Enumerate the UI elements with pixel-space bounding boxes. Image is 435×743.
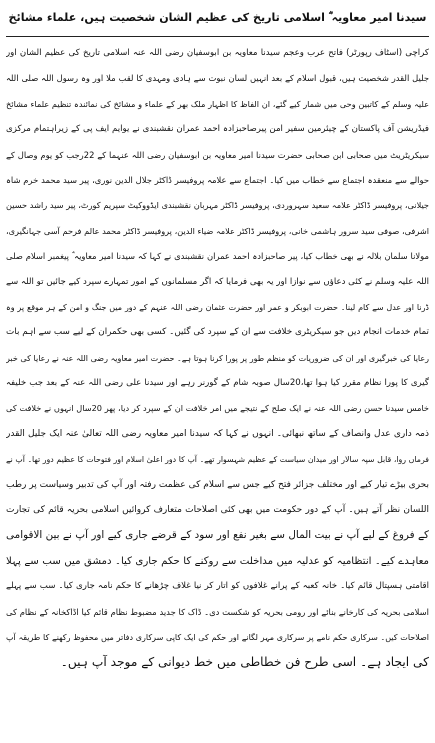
body-line: اشرفی، صوفی سید سرور ہاشمی خانی، پروفیسر ڈاکٹر علامہ ضیاء الدین، پروفیسر ڈاکٹر محمد عالم فرحم آسی جہانگیری، bbox=[6, 225, 429, 236]
body-line: گیری کا پورا نظام مقرر کیا ہوا تھا،20سال صوبہ شام کے گورنر رہے اور سیدنا علی رضی اللہ عنہ کے بعد جب خلیفہ bbox=[6, 378, 429, 389]
body-line: خامس سیدنا حسن رضی اللہ عنہ نے ایک صلح کے نتیجے میں امر خلافت ان کے سپرد کر دیا، پھر 20سال انہوں نے خلافت کی bbox=[6, 403, 429, 414]
body-line: اللسان نظر آتے ہیں۔ آپ کے دور حکومت میں بھی کئی اصلاحات متعارف کروائیں اسلامی بحریہ قائم کی تجارت bbox=[6, 505, 429, 516]
body-line: اسلامی بحریہ کی کارخانے بنائے اور رومی بحریہ کو شکست دی۔ ڈاک کا جدید مضبوط نظام قائم کیا اڈاکخانہ کے نظام کی bbox=[6, 606, 429, 617]
body-line: جیلانی، پروفیسر ڈاکٹر علامہ سعید سہروردی، پروفیسر ڈاکٹر مہربان نقشبندی ایڈووکیٹ سپریم کورٹ، پیر سید راشد حسین bbox=[6, 200, 429, 211]
article-body bbox=[6, 41, 429, 676]
body-line: حوالے سے منعقدہ اجتماع سے خطاب میں کیا۔ اجتماع سے علامہ پروفیسر ڈاکٹر جلال الدین نوری، پیر سید محمد خرم شاہ bbox=[6, 174, 429, 185]
body-line: کے فروغ کے لیے آپ نے بیت المال سے بغیر نفع اور سود کے قرضے جاری کیے اور آپ نے بین الاقوامی bbox=[6, 529, 429, 542]
body-line: کی ایجاد ہے۔ اسی طرح فن خطاطی میں خط دیوانی کے موجد آپ ہیں۔ bbox=[60, 655, 429, 670]
body-line: فیڈریشن آف پاکستان کے چیئرمین سفیر امن پیرصاحبزادہ احمد عمران نقشبندی نے یوایم ایف پی کے زیراہتمام مرکزی bbox=[6, 124, 429, 135]
body-line: جلیل القدر شخصیت ہیں، قبول اسلام کے بعد انہیں لسان نبوت سے ہادی ومہدی کا لقب ملا اور وہ رسول اللہ صلی اللہ bbox=[6, 73, 429, 84]
body-line: ذمہ داری عدل وانصاف کے ساتھ نبھائی۔ انہوں نے کہا کہ سیدنا امیر معاویہ رضی اللہ تعالیٰ عنہ ایک جلیل القدر bbox=[6, 428, 429, 439]
body-line: تمام خدمات انجام دیں جو سیکریٹری خلافت سے ان کے سپرد کی گئیں۔ کسی بھی حکمران کے لیے سب سے اہم بات bbox=[6, 327, 429, 338]
article-headline: سیدنا امیر معاویہ ؓ اسلامی تاریخ کی عظیم الشان شخصیت ہیں، علماء مشائخ bbox=[6, 4, 429, 37]
body-line: فرماں روا، قابل سپہ سالار اور میدان سیاست کے عظیم شہسوار تھے۔ آپ کا دور اعلیٰ اسلام اور فتوحات کا عظیم دور تھا۔ آپ نے bbox=[6, 455, 429, 465]
body-line: علیہ وسلم کے کاتبین وحی میں شمار کیے گئے، ان الفاظ کا اظہار ملک بھر کے علماء و مشائخ کی نمائندہ تنظیم علماء مشائخ bbox=[6, 98, 429, 109]
body-line: بحری بیڑے تیار کیے اور مختلف جزائر فتح کیے جس سے اسلام کی عظمت رفتہ اور آپ کی تدبیر وسیاست پر رطب bbox=[6, 479, 429, 490]
body-line: مولانا سلمان بلالہ نے بھی خطاب کیا، پیر صاحبزادہ احمد عمران نقشبندی نے کہا کہ سیدنا امیر معاویہ ؓ پیغمبر اسلام صلی bbox=[6, 251, 429, 262]
body-line: کراچی (اسٹاف رپورٹر) فاتح عرب وعجم سیدنا معاویہ بن ابوسفیان رضی اللہ عنہ اسلامی تاریخ کی عظیم الشان اور bbox=[6, 48, 429, 58]
body-line: اللہ علیہ وسلم نے کئی دعاؤں سے نوازا اور یہ بھی فرمایا کہ اگر مسلمانوں کے امور تمہارے سپرد کیے جائیں تو اللہ سے bbox=[6, 276, 429, 287]
body-line: معاہدے کیے۔ انتظامیہ کو عدلیہ میں مداخلت سے روکنے کا حکم جاری کیا۔ دمشق میں سب سے پہلا bbox=[6, 555, 429, 567]
body-line: سیکریٹریٹ میں صحابی ابن صحابی حضرت سیدنا امیر معاویہ بن ابوسفیان رضی اللہ عنہما کے 22رجب کو یوم وصال کے bbox=[6, 149, 429, 160]
body-line: اقامتی ہسپتال قائم کیا۔ خانہ کعبہ کے پرانے غلافوں کو اتار کر نیا غلاف چڑھانے کا حکم نامہ جاری کیا۔ سب سے پہلے bbox=[6, 581, 429, 592]
body-line: ڈرنا اور عدل سے کام لینا۔ حضرت ابوبکر و عمر اور حضرت عثمان رضی اللہ عنہم کے دور میں جنگ و امن کے ہر موقع پر وہ bbox=[6, 302, 429, 312]
body-line: رعایا کی خبرگیری اور ان کی ضروریات کو منظم طور پر پورا کرنا ہوتا ہے۔ حضرت امیر معاویہ رضی اللہ عنہ نے رعایا کی خبر bbox=[6, 353, 429, 363]
body-line: اصلاحات کیں۔ سرکاری حکم نامے پر سرکاری مہر لگانے اور حکم کی ایک کاپی سرکاری دفاتر میں محفوظ رکھنے کا طریقہ آپ bbox=[6, 632, 429, 642]
